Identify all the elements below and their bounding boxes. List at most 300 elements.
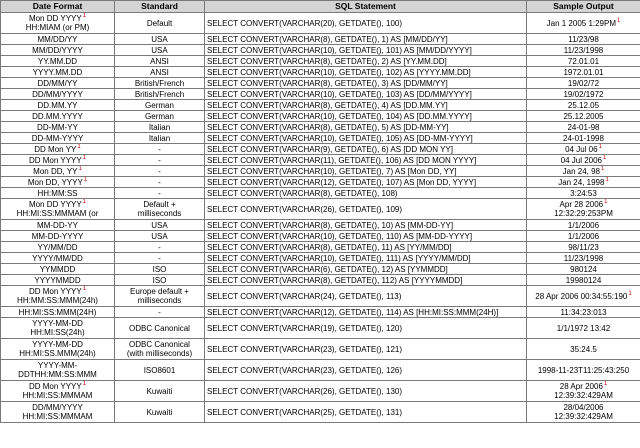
standard-cell-line bbox=[117, 189, 202, 198]
date-format-cell bbox=[1, 111, 115, 122]
sample-output-cell-line bbox=[529, 308, 638, 317]
footnote-marker: 1 bbox=[82, 286, 87, 293]
sql-statement-cell-text: SELECT CONVERT(VARCHAR(19), GETDATE(), 120) bbox=[207, 323, 402, 333]
table-row bbox=[1, 199, 640, 220]
sample-output-cell-text: 28/04/2006 bbox=[563, 403, 604, 412]
standard-cell-text: USA bbox=[151, 231, 168, 241]
date-format-cell-line bbox=[3, 287, 112, 296]
table-row bbox=[1, 318, 640, 339]
standard-cell bbox=[115, 56, 205, 67]
date-format-cell-text: HH:MI:SS:MMMAM bbox=[22, 412, 93, 421]
standard-cell bbox=[115, 242, 205, 253]
date-format-cell-line bbox=[3, 112, 112, 121]
date-format-cell-line bbox=[3, 46, 112, 55]
date-format-cell bbox=[1, 188, 115, 199]
footnote-marker: 1 bbox=[603, 381, 608, 388]
date-format-cell-line bbox=[3, 57, 112, 66]
date-format-cell-text: YYMMDD bbox=[39, 264, 76, 274]
date-format-cell-line bbox=[3, 349, 112, 358]
table-row bbox=[1, 45, 640, 56]
sql-statement-cell-text: SELECT CONVERT(VARCHAR(8), GETDATE(), 2) AS [YY.MM.DD] bbox=[207, 56, 447, 66]
sample-output-cell bbox=[527, 13, 640, 34]
standard-cell bbox=[115, 45, 205, 56]
sample-output-cell-line bbox=[529, 112, 638, 121]
sample-output-cell-line bbox=[529, 57, 638, 66]
sample-output-cell bbox=[527, 318, 640, 339]
sample-output-cell-line bbox=[529, 90, 638, 99]
date-format-cell-text: Mon DD YYYY bbox=[28, 14, 82, 23]
table-row bbox=[1, 275, 640, 286]
sql-statement-cell bbox=[205, 275, 527, 286]
sql-statement-cell bbox=[205, 111, 527, 122]
sample-output-cell-text: 11/23/1998 bbox=[563, 45, 604, 55]
sample-output-cell bbox=[527, 402, 640, 423]
standard-cell-line bbox=[117, 340, 202, 349]
sql-statement-cell-text: SELECT CONVERT(VARCHAR(10), GETDATE(), 104) AS [DD.MM.YYYY] bbox=[207, 111, 472, 121]
sql-statement-cell-text: SELECT CONVERT(VARCHAR(10), GETDATE(), 110) AS [MM-DD-YYYY] bbox=[207, 231, 473, 241]
date-format-cell-line bbox=[3, 328, 112, 337]
header-sql-statement: SQL Statement bbox=[205, 1, 527, 13]
footnote-marker: 1 bbox=[82, 199, 87, 206]
standard-cell-line bbox=[117, 57, 202, 66]
sql-statement-cell bbox=[205, 45, 527, 56]
sample-output-cell bbox=[527, 144, 640, 155]
sample-output-cell-text: 12:39:32:429AM bbox=[554, 412, 613, 421]
standard-cell-text: USA bbox=[151, 34, 168, 44]
date-format-cell-text: HH:MI:SS:MMMAM bbox=[22, 391, 93, 400]
sql-statement-cell bbox=[205, 34, 527, 45]
table-row bbox=[1, 253, 640, 264]
date-format-cell-text: DD Mon YYYY bbox=[28, 382, 82, 391]
sample-output-cell-text: 28 Apr 2006 bbox=[559, 382, 603, 391]
date-format-cell bbox=[1, 45, 115, 56]
sample-output-cell-line bbox=[529, 189, 638, 198]
standard-cell bbox=[115, 275, 205, 286]
sample-output-cell-line bbox=[529, 46, 638, 55]
header-standard: Standard bbox=[115, 1, 205, 13]
standard-cell-line bbox=[117, 265, 202, 274]
date-format-cell bbox=[1, 381, 115, 402]
date-format-cell-text: YYYY-MM-DD bbox=[32, 340, 83, 349]
footnote-marker: 1 bbox=[605, 176, 609, 183]
date-format-cell-line bbox=[3, 178, 112, 187]
date-format-cell-line bbox=[3, 200, 112, 209]
footnote-marker: 1 bbox=[598, 143, 602, 150]
sample-output-cell-text: 1/1/2006 bbox=[567, 231, 600, 241]
table-row bbox=[1, 67, 640, 78]
standard-cell-text: Italian bbox=[148, 122, 171, 132]
sql-statement-cell-text: SELECT CONVERT(VARCHAR(26), GETDATE(), 130) bbox=[207, 386, 402, 396]
date-format-cell bbox=[1, 242, 115, 253]
sample-output-cell-text: 19/02/1972 bbox=[563, 89, 604, 99]
standard-cell-line bbox=[117, 90, 202, 99]
date-format-cell-text: YYYY.MM.DD bbox=[32, 67, 83, 77]
date-format-cell-text: DD/MM/YYYY bbox=[32, 89, 83, 99]
sql-statement-cell-text: SELECT CONVERT(VARCHAR(9), GETDATE(), 6) AS [DD MON YY] bbox=[207, 144, 453, 154]
sql-statement-cell bbox=[205, 56, 527, 67]
sql-statement-cell-text: SELECT CONVERT(VARCHAR(25), GETDATE(), 131) bbox=[207, 407, 402, 417]
sql-statement-cell-text: SELECT CONVERT(VARCHAR(23), GETDATE(), 121) bbox=[207, 344, 402, 354]
standard-cell bbox=[115, 199, 205, 220]
standard-cell-line bbox=[117, 296, 202, 305]
date-format-cell-line bbox=[3, 145, 112, 154]
sql-statement-cell bbox=[205, 155, 527, 166]
table-row bbox=[1, 34, 640, 45]
date-format-cell-line bbox=[3, 382, 112, 391]
sql-statement-cell-text: SELECT CONVERT(VARCHAR(8), GETDATE(), 11) AS [YY/MM/DD] bbox=[207, 242, 452, 252]
date-format-cell-text: HH:MI:SS(24h) bbox=[30, 328, 85, 337]
standard-cell-line bbox=[117, 19, 202, 28]
date-format-cell bbox=[1, 199, 115, 220]
sql-statement-cell bbox=[205, 67, 527, 78]
standard-cell bbox=[115, 188, 205, 199]
sample-output-cell bbox=[527, 111, 640, 122]
sample-output-cell bbox=[527, 89, 640, 100]
date-format-cell-line bbox=[3, 14, 112, 23]
sample-output-cell-line bbox=[529, 167, 638, 176]
date-format-cell-text: DDTHH:MM:SS:MMM bbox=[18, 370, 97, 379]
table-row bbox=[1, 122, 640, 133]
sql-statement-cell bbox=[205, 188, 527, 199]
date-format-cell-line bbox=[3, 296, 112, 305]
sample-output-cell bbox=[527, 67, 640, 78]
standard-cell bbox=[115, 144, 205, 155]
sample-output-cell-text: Jan 1 2005 1:29PM bbox=[546, 18, 617, 28]
sample-output-cell-line bbox=[529, 403, 638, 412]
standard-cell-text: Default bbox=[146, 18, 173, 28]
sql-statement-cell-text: SELECT CONVERT(VARCHAR(10), GETDATE(), 7) AS [Mon DD, YY] bbox=[207, 166, 457, 176]
sample-output-cell bbox=[527, 264, 640, 275]
sample-output-cell bbox=[527, 78, 640, 89]
standard-cell-text: ODBC Canonical bbox=[129, 323, 190, 333]
sample-output-cell-line bbox=[529, 345, 638, 354]
standard-cell-line bbox=[117, 387, 202, 396]
standard-cell bbox=[115, 339, 205, 360]
sample-output-cell-line bbox=[529, 200, 638, 209]
standard-cell-text: milliseconds bbox=[137, 209, 182, 218]
date-format-cell bbox=[1, 275, 115, 286]
date-format-cell-text: HH:MI:SS.MMM(24h) bbox=[19, 349, 96, 358]
date-format-cell-line bbox=[3, 209, 112, 218]
table-row bbox=[1, 155, 640, 166]
table-row bbox=[1, 111, 640, 122]
standard-cell bbox=[115, 177, 205, 188]
standard-cell bbox=[115, 89, 205, 100]
date-format-cell-line bbox=[3, 68, 112, 77]
sample-output-cell-text: 25.12.2005 bbox=[563, 111, 604, 121]
table-row bbox=[1, 402, 640, 423]
standard-cell-line bbox=[117, 324, 202, 333]
date-format-cell bbox=[1, 122, 115, 133]
standard-cell bbox=[115, 307, 205, 318]
footnote-marker: 1 bbox=[77, 143, 81, 150]
sample-output-cell bbox=[527, 56, 640, 67]
date-format-cell bbox=[1, 307, 115, 318]
date-format-cell-line bbox=[3, 156, 112, 165]
table-row bbox=[1, 381, 640, 402]
sample-output-cell-text: 25.12.05 bbox=[567, 100, 600, 110]
sample-output-cell-line bbox=[529, 412, 638, 421]
standard-cell-text: milliseconds bbox=[137, 296, 182, 305]
table-row bbox=[1, 78, 640, 89]
sample-output-cell-line bbox=[529, 366, 638, 375]
sample-output-cell bbox=[527, 339, 640, 360]
date-format-cell-text: Mon DD, YY bbox=[33, 166, 78, 176]
standard-cell-line bbox=[117, 79, 202, 88]
sample-output-cell-line bbox=[529, 276, 638, 285]
standard-cell-text: ISO bbox=[152, 264, 167, 274]
sql-statement-cell bbox=[205, 360, 527, 381]
date-format-cell-line bbox=[3, 403, 112, 412]
sample-output-cell-line bbox=[529, 178, 638, 187]
sample-output-cell-text: 11/23/1998 bbox=[563, 253, 604, 263]
sql-statement-cell-text: SELECT CONVERT(VARCHAR(6), GETDATE(), 12) AS [YYMMDD] bbox=[207, 264, 448, 274]
sql-statement-cell bbox=[205, 78, 527, 89]
sample-output-cell-line bbox=[529, 265, 638, 274]
date-format-cell-line bbox=[3, 134, 112, 143]
sql-statement-cell bbox=[205, 307, 527, 318]
standard-cell-text: ISO8601 bbox=[143, 365, 176, 375]
sample-output-cell-text: 11/23/98 bbox=[568, 34, 599, 44]
footnote-marker: 1 bbox=[82, 381, 87, 388]
sample-output-cell-line bbox=[529, 209, 638, 218]
sample-output-cell bbox=[527, 155, 640, 166]
table-row bbox=[1, 13, 640, 34]
date-format-cell bbox=[1, 318, 115, 339]
date-format-cell-line bbox=[3, 340, 112, 349]
standard-cell-line bbox=[117, 276, 202, 285]
sample-output-cell-line bbox=[529, 79, 638, 88]
date-format-cell-line bbox=[3, 23, 112, 32]
sample-output-cell-line bbox=[529, 243, 638, 252]
date-format-cell-line bbox=[3, 361, 112, 370]
sql-statement-cell bbox=[205, 144, 527, 155]
sql-statement-cell-text: SELECT CONVERT(VARCHAR(10), GETDATE(), 102) AS [YYYY.MM.DD] bbox=[207, 67, 471, 77]
sql-statement-cell bbox=[205, 264, 527, 275]
sql-statement-cell-text: SELECT CONVERT(VARCHAR(12), GETDATE(), 114) AS [HH:MI:SS:MMM(24H)] bbox=[207, 307, 499, 317]
sql-statement-cell bbox=[205, 122, 527, 133]
date-format-cell-line bbox=[3, 370, 112, 379]
standard-cell-line bbox=[117, 35, 202, 44]
date-format-cell bbox=[1, 166, 115, 177]
sql-statement-cell-text: SELECT CONVERT(VARCHAR(10), GETDATE(), 101) AS [MM/DD/YYYY] bbox=[207, 45, 472, 55]
date-format-cell bbox=[1, 339, 115, 360]
sql-statement-cell bbox=[205, 199, 527, 220]
sample-output-cell-text: 35:24.5 bbox=[570, 344, 597, 354]
sql-statement-cell-text: SELECT CONVERT(VARCHAR(8), GETDATE(), 112) AS [YYYYMMDD] bbox=[207, 275, 463, 285]
standard-cell-line bbox=[117, 68, 202, 77]
sample-output-cell-text: 12:32:29:253PM bbox=[554, 209, 613, 218]
date-format-cell bbox=[1, 144, 115, 155]
date-format-cell-text: DD/MM/YYYY bbox=[32, 403, 83, 412]
sample-output-cell-line bbox=[529, 19, 638, 28]
sample-output-cell-line bbox=[529, 156, 638, 165]
date-format-cell-line bbox=[3, 90, 112, 99]
standard-cell bbox=[115, 133, 205, 144]
standard-cell-text: - bbox=[158, 166, 161, 176]
date-format-cell bbox=[1, 360, 115, 381]
standard-cell-text: - bbox=[158, 144, 161, 154]
sample-output-cell-line bbox=[529, 68, 638, 77]
sample-output-cell bbox=[527, 286, 640, 307]
sql-statement-cell-text: SELECT CONVERT(VARCHAR(8), GETDATE(), 10) AS [MM-DD-YY] bbox=[207, 220, 454, 230]
sql-statement-cell bbox=[205, 231, 527, 242]
footnote-marker: 1 bbox=[78, 165, 82, 172]
date-format-cell-text: YY.MM.DD bbox=[38, 56, 77, 66]
table-row bbox=[1, 177, 640, 188]
sample-output-cell bbox=[527, 307, 640, 318]
date-format-cell-text: DD-MM-YYYY bbox=[31, 133, 84, 143]
standard-cell-text: Italian bbox=[148, 133, 171, 143]
table-row bbox=[1, 286, 640, 307]
standard-cell-line bbox=[117, 46, 202, 55]
date-format-cell-line bbox=[3, 167, 112, 176]
standard-cell-text: USA bbox=[151, 220, 168, 230]
sample-output-cell-text: 1972.01.01 bbox=[563, 67, 604, 77]
standard-cell-text: ANSI bbox=[150, 67, 169, 77]
date-format-cell bbox=[1, 56, 115, 67]
footnote-marker: 1 bbox=[617, 17, 621, 24]
standard-cell-line bbox=[117, 408, 202, 417]
standard-cell-line bbox=[117, 200, 202, 209]
standard-cell-line bbox=[117, 287, 202, 296]
date-format-cell bbox=[1, 231, 115, 242]
sample-output-cell bbox=[527, 381, 640, 402]
standard-cell bbox=[115, 122, 205, 133]
table-body bbox=[1, 13, 640, 423]
sample-output-cell bbox=[527, 100, 640, 111]
date-format-cell bbox=[1, 13, 115, 34]
standard-cell-line bbox=[117, 209, 202, 218]
standard-cell-line bbox=[117, 134, 202, 143]
date-format-cell-line bbox=[3, 319, 112, 328]
sql-statement-cell-text: SELECT CONVERT(VARCHAR(8), GETDATE(), 1) AS [MM/DD/YY] bbox=[207, 34, 448, 44]
sample-output-cell-text: 24-01-98 bbox=[567, 122, 600, 132]
standard-cell-text: ANSI bbox=[150, 56, 169, 66]
standard-cell bbox=[115, 166, 205, 177]
standard-cell bbox=[115, 253, 205, 264]
standard-cell-text: - bbox=[158, 253, 161, 263]
sample-output-cell bbox=[527, 34, 640, 45]
sql-statement-cell-text: SELECT CONVERT(VARCHAR(20), GETDATE(), 100) bbox=[207, 18, 402, 28]
date-format-cell-text: Mon DD YYYY bbox=[28, 200, 82, 209]
date-format-cell-text: YYYYMMDD bbox=[34, 275, 81, 285]
sample-output-cell bbox=[527, 275, 640, 286]
date-format-cell-text: YYYY-MM- bbox=[37, 361, 78, 370]
date-format-cell bbox=[1, 34, 115, 45]
date-format-cell-text: HH:MM:SS bbox=[37, 188, 78, 198]
header-sample-output: Sample Output bbox=[527, 1, 640, 13]
sample-output-cell-text: Apr 28 2006 bbox=[559, 200, 604, 209]
date-format-cell-line bbox=[3, 308, 112, 317]
date-format-cell bbox=[1, 67, 115, 78]
table-row bbox=[1, 166, 640, 177]
standard-cell-text: Europe default + bbox=[130, 287, 189, 296]
sample-output-cell-text: 3:24:53 bbox=[570, 188, 597, 198]
date-format-cell-text: DD-MM-YY bbox=[37, 122, 78, 132]
table-row bbox=[1, 220, 640, 231]
table-row bbox=[1, 133, 640, 144]
date-format-cell-line bbox=[3, 232, 112, 241]
sample-output-cell-text: 1998-11-23T11:25:43:250 bbox=[537, 365, 630, 375]
sample-output-cell-line bbox=[529, 134, 638, 143]
date-format-cell-line bbox=[3, 412, 112, 421]
sample-output-cell-line bbox=[529, 123, 638, 132]
date-format-cell-text: YYYY-MM-DD bbox=[32, 319, 83, 328]
standard-cell bbox=[115, 381, 205, 402]
sample-output-cell bbox=[527, 231, 640, 242]
standard-cell-line bbox=[117, 167, 202, 176]
sql-statement-cell bbox=[205, 133, 527, 144]
sample-output-cell-text: 72.01.01 bbox=[567, 56, 600, 66]
footnote-marker: 1 bbox=[601, 165, 605, 172]
standard-cell bbox=[115, 264, 205, 275]
standard-cell-text: - bbox=[158, 177, 161, 187]
sample-output-cell-text: Jan 24, 98 bbox=[562, 166, 601, 176]
header-row bbox=[1, 1, 640, 13]
table-row bbox=[1, 360, 640, 381]
table-row bbox=[1, 339, 640, 360]
sample-output-cell bbox=[527, 253, 640, 264]
sql-statement-cell-text: SELECT CONVERT(VARCHAR(8), GETDATE(), 4) AS [DD.MM.YY] bbox=[207, 100, 448, 110]
date-format-cell-text: MM/DD/YYYY bbox=[32, 45, 83, 55]
footnote-marker: 1 bbox=[82, 154, 87, 161]
date-format-cell-line bbox=[3, 243, 112, 252]
sample-output-cell-line bbox=[529, 391, 638, 400]
sample-output-cell bbox=[527, 360, 640, 381]
sample-output-cell bbox=[527, 45, 640, 56]
sample-output-cell-text: 19/02/72 bbox=[567, 78, 600, 88]
sample-output-cell bbox=[527, 199, 640, 220]
footnote-marker: 1 bbox=[604, 199, 608, 206]
sql-statement-cell-text: SELECT CONVERT(VARCHAR(23), GETDATE(), 126) bbox=[207, 365, 402, 375]
date-format-cell-line bbox=[3, 391, 112, 400]
standard-cell-line bbox=[117, 123, 202, 132]
sample-output-cell-text: 11:34:23:013 bbox=[560, 307, 607, 317]
standard-cell-text: (with milliseconds) bbox=[126, 349, 193, 358]
sql-statement-cell bbox=[205, 253, 527, 264]
standard-cell-text: ODBC Canonical bbox=[129, 340, 190, 349]
standard-cell-line bbox=[117, 145, 202, 154]
standard-cell bbox=[115, 111, 205, 122]
sample-output-cell-text: Jan 24, 1998 bbox=[558, 177, 605, 187]
sql-statement-cell-text: SELECT CONVERT(VARCHAR(26), GETDATE(), 109) bbox=[207, 204, 402, 214]
date-format-cell-line bbox=[3, 79, 112, 88]
standard-cell-text: ISO bbox=[152, 275, 167, 285]
sql-statement-cell-text: SELECT CONVERT(VARCHAR(12), GETDATE(), 107) AS [Mon DD, YYYY] bbox=[207, 177, 477, 187]
standard-cell-line bbox=[117, 112, 202, 121]
sample-output-cell bbox=[527, 242, 640, 253]
date-format-cell bbox=[1, 133, 115, 144]
date-format-cell-line bbox=[3, 254, 112, 263]
date-format-cell bbox=[1, 155, 115, 166]
sql-statement-cell-text: SELECT CONVERT(VARCHAR(8), GETDATE(), 5) AS [DD-MM-YY] bbox=[207, 122, 449, 132]
sql-statement-cell bbox=[205, 318, 527, 339]
sql-statement-cell bbox=[205, 100, 527, 111]
sample-output-cell-text: 98/11/23 bbox=[568, 242, 599, 252]
sample-output-cell-line bbox=[529, 324, 638, 333]
date-format-cell-line bbox=[3, 123, 112, 132]
date-format-cell bbox=[1, 253, 115, 264]
standard-cell-text: - bbox=[158, 188, 161, 198]
standard-cell bbox=[115, 100, 205, 111]
sample-output-cell-text: 24-01-1998 bbox=[563, 133, 604, 143]
footnote-marker: 1 bbox=[82, 13, 87, 20]
sample-output-cell bbox=[527, 188, 640, 199]
sql-statement-cell bbox=[205, 13, 527, 34]
sample-output-cell bbox=[527, 133, 640, 144]
standard-cell-line bbox=[117, 101, 202, 110]
